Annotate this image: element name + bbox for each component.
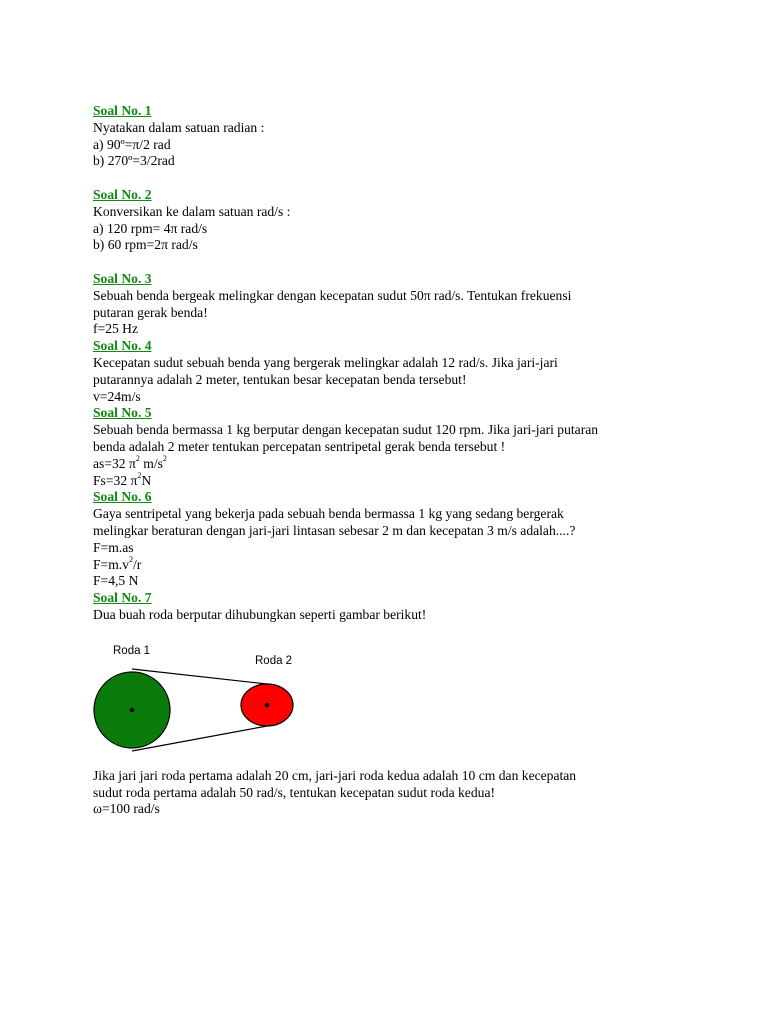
answer-text: F=m.v <box>93 556 129 572</box>
answer-text: Fs=32 π <box>93 472 138 488</box>
wheel-2-center <box>265 703 269 707</box>
wheel-1-center <box>130 708 134 712</box>
pulley-figure <box>93 642 323 752</box>
soal-1-heading: Soal No. 1 <box>93 103 152 118</box>
soal-7-heading: Soal No. 7 <box>93 590 152 606</box>
soal-5-heading: Soal No. 5 <box>93 405 152 421</box>
soal-5-answer-2 <box>93 473 693 490</box>
soal-2-question: Konversikan ke dalam satuan rad/s : <box>93 203 291 219</box>
soal-6-question-line-2: melingkar beraturan dengan jari-jari lintasan sebesar 2 m dan kecepatan 3 m/s adalah....? <box>93 522 576 538</box>
soal-1-answer-b: b) 270º=3/2rad <box>93 153 175 169</box>
superscript: 2 <box>135 454 140 464</box>
soal-7-question-line-2: Jika jari jari roda pertama adalah 20 cm, jari-jari roda kedua adalah 10 cm dan kecepatan <box>93 767 577 783</box>
superscript: 2 <box>162 454 167 464</box>
soal-4-question-line-1: Kecepatan sudut sebuah benda yang bergerak melingkar adalah 12 rad/s. Jika jari-jari <box>93 354 558 370</box>
soal-5-question-line-2: benda adalah 2 meter tentukan percepatan sentripetal gerak benda tersebut ! <box>93 438 506 454</box>
soal-1-answer-a: a) 90º=π/2 rad <box>93 136 171 152</box>
answer-text: as=32 π <box>93 455 136 471</box>
soal-2-answer-b: b) 60 rpm=2π rad/s <box>93 237 198 253</box>
soal-7-question-line-3: sudut roda pertama adalah 50 rad/s, tentukan kecepatan sudut roda kedua! <box>93 784 495 800</box>
soal-6-answer-2 <box>93 554 693 574</box>
soal-3-question-line-1: Sebuah benda bergeak melingkar dengan kecepatan sudut 50π rad/s. Tentukan frekuensi <box>93 287 572 303</box>
soal-3-answer: f=25 Hz <box>93 321 139 337</box>
soal-1-question: Nyatakan dalam satuan radian : <box>93 119 265 135</box>
soal-3-heading: Soal No. 3 <box>93 270 152 286</box>
spacer <box>93 254 693 271</box>
soal-4-answer: v=24m/s <box>93 388 141 404</box>
document-content <box>93 103 693 818</box>
soal-5-question-line-1: Sebuah benda bermassa 1 kg berputar dengan kecepatan sudut 120 rpm. Jika jari-jari putaran <box>93 422 599 438</box>
wheel-1-label: Roda 1 <box>113 644 151 657</box>
soal-7-question-line-1: Dua buah roda berputar dihubungkan seperti gambar berikut! <box>93 606 427 622</box>
soal-4-question-line-2: putarannya adalah 2 meter, tentukan besar kecepatan benda tersebut! <box>93 371 467 387</box>
answer-text: m/s <box>139 455 163 471</box>
superscript: 2 <box>137 471 142 480</box>
soal-4-heading: Soal No. 4 <box>93 338 152 354</box>
soal-5-answer-1 <box>93 456 693 473</box>
soal-2-answer-a: a) 120 rpm= 4π rad/s <box>93 220 208 236</box>
soal-3-question-line-2: putaran gerak benda! <box>93 304 208 320</box>
answer-text: N <box>141 472 152 488</box>
superscript: 2 <box>129 554 133 564</box>
answer-text: /r <box>133 556 142 572</box>
soal-2-heading: Soal No. 2 <box>93 186 152 202</box>
soal-6-answer-1: F=m.as <box>93 539 134 555</box>
soal-6-answer-3: F=4,5 N <box>93 573 139 589</box>
soal-7-answer: ω=100 rad/s <box>93 801 160 817</box>
wheel-2-label: Roda 2 <box>255 654 293 667</box>
soal-6-heading: Soal No. 6 <box>93 489 152 505</box>
spacer <box>93 170 693 187</box>
soal-6-question-line-1: Gaya sentripetal yang bekerja pada sebuah benda bermassa 1 kg yang sedang bergerak <box>93 506 564 522</box>
